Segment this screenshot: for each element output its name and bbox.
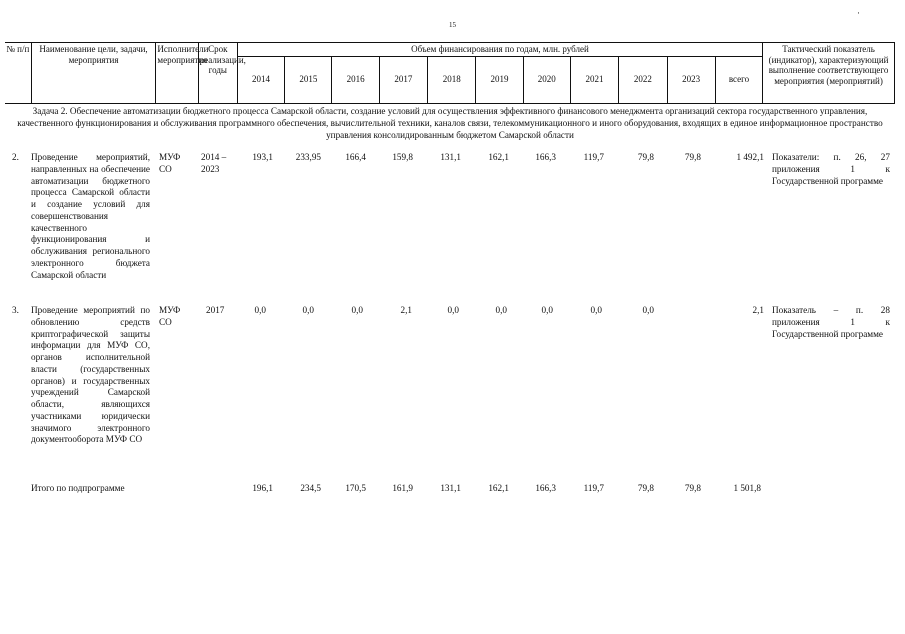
row-2-value-2015: 233,95 [295, 152, 321, 162]
header-year-2021: 2021 [570, 56, 618, 103]
header-name: Наименование цели, задачи, мероприятия [31, 43, 156, 104]
header-year-2020: 2020 [523, 56, 570, 103]
row-3-name: Проведение мероприятий по обновлению средств криптографической защиты информации для МУФ СО, органов исполнительной власти (государственных органов) и государственных учреждений Самарской области, являющихся участниками юридически значимого электронного документооборота МУФ СО [31, 305, 150, 445]
header-year-2018: 2018 [428, 56, 476, 103]
row-3-value-2019: 0,0 [495, 305, 507, 315]
row-3-value-total: 2,1 [752, 305, 764, 315]
row-3-value-2021: 0,0 [590, 305, 602, 315]
row-3-indicator: Показатель – п. 28 приложения 1 к Государственной программе [772, 305, 890, 339]
row-2-value-2023: 79,8 [684, 152, 701, 162]
row-2-value-2018: 131,1 [440, 152, 461, 162]
header-term: Срок реализации, годы [198, 43, 237, 104]
total-value-2018: 131,1 [440, 483, 461, 493]
header-year-2023: 2023 [667, 56, 715, 103]
header-year-2016: 2016 [332, 56, 379, 103]
row-2-value-2021: 119,7 [583, 152, 604, 162]
header-indicator: Тактический показатель (индикатор), характеризующий выполнение соответствующего мероприятия (мероприятий) [763, 43, 895, 104]
header-year-2015: 2015 [285, 56, 332, 103]
header-year-2022: 2022 [619, 56, 667, 103]
total-value-total: 1 501,8 [733, 483, 761, 493]
total-value-2016: 170,5 [345, 483, 366, 493]
total-value-2014: 196,1 [252, 483, 273, 493]
row-3-executor: МУФ СО [159, 305, 181, 327]
row-3-value-2015: 0,0 [302, 305, 314, 315]
row-3-value-2020: 0,0 [541, 305, 553, 315]
header-funding-title: Объем финансирования по годам, млн. рублей [237, 43, 762, 57]
header-year-2017: 2017 [379, 56, 427, 103]
total-value-2022: 79,8 [637, 483, 654, 493]
row-2-value-2022: 79,8 [637, 152, 654, 162]
total-value-2015: 234,5 [300, 483, 321, 493]
corner-mark: · [857, 8, 860, 18]
total-value-2017: 161,9 [392, 483, 413, 493]
row-3-value-2018: 0,0 [447, 305, 459, 315]
total-value-2023: 79,8 [684, 483, 701, 493]
header-year-2019: 2019 [476, 56, 523, 103]
row-2-value-2017: 159,8 [392, 152, 413, 162]
row-2-value-2019: 162,1 [488, 152, 509, 162]
row-3-number: 3. [12, 305, 19, 315]
task-description: Задача 2. Обеспечение автоматизации бюджетного процесса Самарской области, создание условий для осуществления эффективного финансового менеджмента организаций сектора государственного управления, качественного функционирования и обслуживания программного обеспечения, вычислительной техники, каналов связи, телекоммуникационного и иного оборудования, входящих в единое информационное пространство управления консолидированным бюджетом Самарской области [17, 106, 883, 140]
total-label: Итого по подпрограмме [31, 483, 125, 493]
row-3-term: 2017 [206, 305, 225, 315]
row-2-indicator: Показатели: п. 26, 27 приложения 1 к Государственной программе [772, 152, 890, 186]
row-3-value-2014: 0,0 [254, 305, 266, 315]
page-number: 15 [449, 21, 456, 29]
header-total: всего [715, 56, 762, 103]
row-2-value-2020: 166,3 [535, 152, 556, 162]
row-2-value-2014: 193,1 [252, 152, 273, 162]
header-year-2014: 2014 [237, 56, 284, 103]
total-value-2021: 119,7 [583, 483, 604, 493]
row-2-value-total: 1 492,1 [736, 152, 764, 162]
row-3-value-2017: 2,1 [400, 305, 412, 315]
row-2-term: 2014 – 2023 [201, 152, 227, 174]
row-3-value-2022: 0,0 [642, 305, 654, 315]
row-2-value-2016: 166,4 [345, 152, 366, 162]
total-value-2020: 166,3 [535, 483, 556, 493]
table-header [5, 42, 895, 104]
header-no: № п/п [5, 43, 31, 104]
row-2-name: Проведение мероприятий, направленных на обеспечение автоматизации бюджетного процесса Самарской области и создание условий для совершенствования качественного функционирования и обслуживания регионального электронного бюджета Самарской области [31, 152, 150, 280]
total-value-2019: 162,1 [488, 483, 509, 493]
row-2-number: 2. [12, 152, 19, 162]
row-2-executor: МУФ СО [159, 152, 181, 174]
row-3-value-2016: 0,0 [351, 305, 363, 315]
header-executors: Исполнители мероприятия [156, 43, 198, 104]
